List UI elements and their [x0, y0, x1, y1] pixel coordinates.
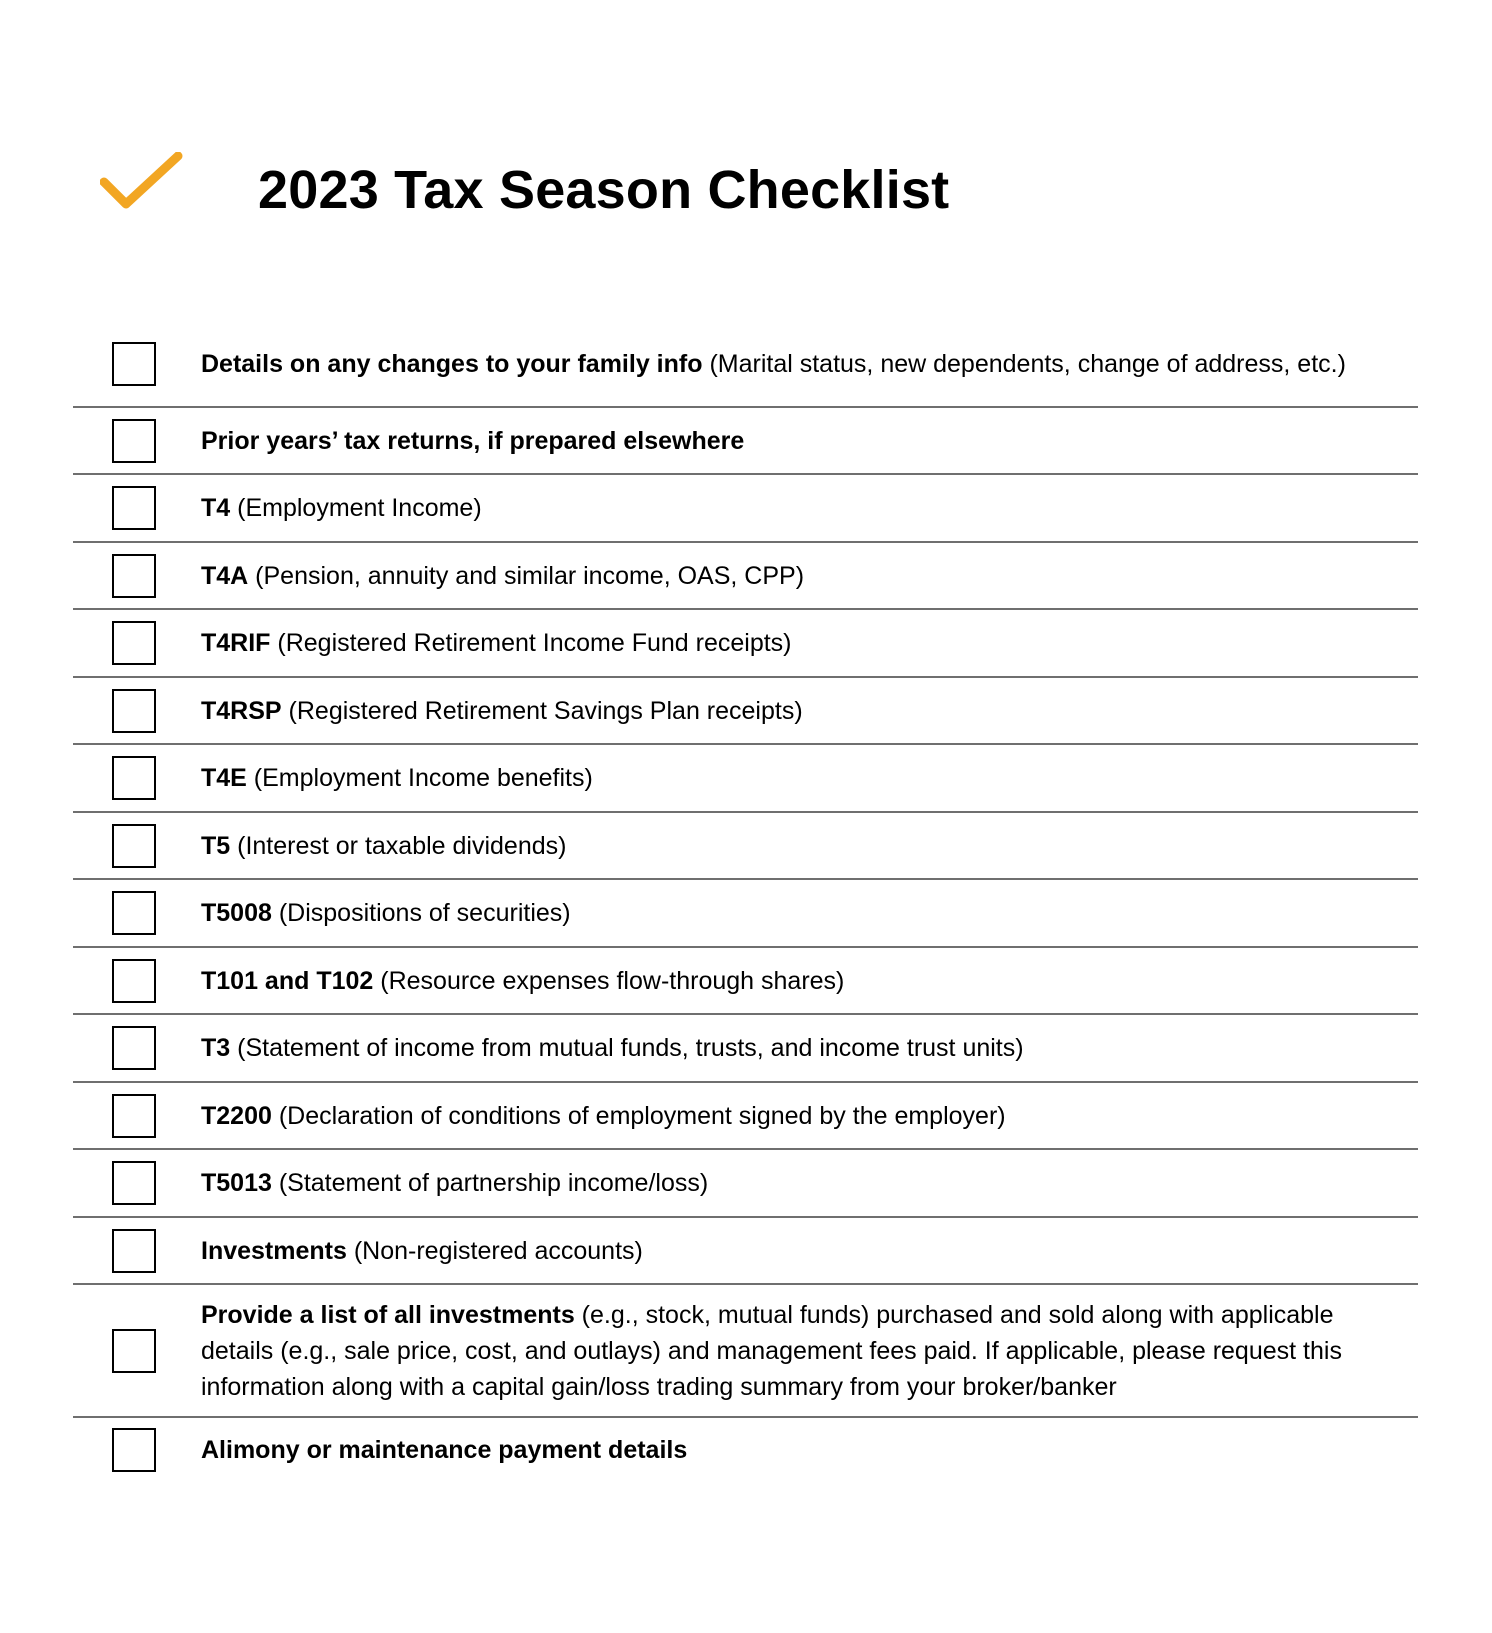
checklist-item-text: [201, 625, 812, 661]
checkbox-icon[interactable]: [112, 1094, 156, 1138]
checklist-row: [73, 322, 1418, 408]
checklist-row: [73, 610, 1418, 678]
checkbox-icon[interactable]: [112, 621, 156, 665]
item-heading: Alimony or maintenance payment details: [201, 1436, 688, 1464]
checklist-item-text: [201, 490, 502, 526]
page-header: [0, 0, 1492, 260]
item-detail: (Statement of partnership income/loss): [271, 1169, 709, 1197]
checkbox-icon[interactable]: [112, 689, 156, 733]
item-detail: (Registered Retirement Savings Plan receipts): [281, 696, 803, 725]
checklist-row: [73, 1015, 1418, 1083]
checklist-item-text: [201, 1165, 728, 1201]
item-heading: T5: [201, 831, 231, 860]
item-heading: T101 and T102: [201, 966, 374, 995]
item-heading: T4A: [201, 561, 249, 590]
item-detail: (Statement of income from mutual funds, trusts, and income trust units): [230, 1034, 1024, 1062]
item-detail: (Employment Income): [230, 494, 482, 522]
checklist-item-text: [201, 1233, 663, 1269]
item-detail: (e.g., stock, mutual funds) purchased and sold along with applicable details (e.g., sale price, cost, and outlays) and management fees paid. If applicable, please request this information along with a capital gain/loss trading summary from your broker/banker: [201, 1300, 1342, 1401]
checklist-item-text: [201, 558, 824, 594]
item-heading: T4RSP: [201, 696, 282, 725]
checkbox-icon[interactable]: [112, 1428, 156, 1472]
item-heading: Investments: [201, 1236, 347, 1265]
checklist-item-text: [201, 693, 823, 729]
checklist-item-text: [201, 1432, 707, 1468]
check-mark-icon: [100, 152, 184, 214]
checklist-row: [73, 948, 1418, 1015]
checklist-item-text: [201, 963, 864, 999]
item-detail: (Employment Income benefits): [246, 764, 593, 792]
item-heading: Prior years’ tax returns, if prepared elsewhere: [201, 426, 745, 455]
item-heading: T4RIF: [201, 629, 271, 657]
item-detail: (Registered Retirement Income Fund receipts): [270, 629, 792, 657]
item-detail: (Pension, annuity and similar income, OAS, CPP): [248, 561, 805, 590]
checklist-item-text: [201, 828, 586, 864]
checklist-row: [73, 1150, 1418, 1218]
item-detail: (Resource expenses flow-through shares): [373, 966, 845, 995]
checklist-item-text: [201, 423, 764, 459]
checkbox-icon[interactable]: [112, 891, 156, 935]
checklist-item-text: [201, 1297, 1418, 1405]
checkbox-icon[interactable]: [112, 419, 156, 463]
item-detail: (Declaration of conditions of employment signed by the employer): [271, 1101, 1006, 1130]
checkbox-icon[interactable]: [112, 486, 156, 530]
checklist-row: [73, 1418, 1418, 1482]
checklist-row: [73, 745, 1418, 813]
item-detail: (Marital status, new dependents, change of address, etc.): [702, 350, 1346, 378]
checklist: [73, 322, 1418, 1482]
checklist-item-text: [201, 760, 613, 796]
item-heading: Provide a list of all investments: [201, 1300, 575, 1329]
item-heading: T4E: [201, 764, 247, 792]
item-heading: T3: [201, 1034, 231, 1062]
checklist-item-text: [201, 1030, 1044, 1066]
item-detail: (Dispositions of securities): [271, 899, 571, 927]
checkbox-icon[interactable]: [112, 959, 156, 1003]
item-heading: Details on any changes to your family info: [201, 350, 703, 378]
item-detail: (Interest or taxable dividends): [230, 831, 567, 860]
checkbox-icon[interactable]: [112, 1329, 156, 1373]
checklist-row: [73, 1218, 1418, 1285]
checkbox-icon[interactable]: [112, 756, 156, 800]
checklist-row: [73, 678, 1418, 745]
item-heading: T5008: [201, 899, 272, 927]
item-heading: T5013: [201, 1169, 272, 1197]
checkbox-icon[interactable]: [112, 1161, 156, 1205]
item-heading: T2200: [201, 1101, 272, 1130]
checkbox-icon[interactable]: [112, 554, 156, 598]
checkbox-icon[interactable]: [112, 1026, 156, 1070]
checkbox-icon[interactable]: [112, 1229, 156, 1273]
checkbox-icon[interactable]: [112, 824, 156, 868]
page-title: 2023 Tax Season Checklist: [258, 160, 950, 220]
item-detail: (Non-registered accounts): [346, 1236, 643, 1265]
checklist-row: [73, 543, 1418, 610]
checklist-row: [73, 813, 1418, 880]
checklist-row: [73, 408, 1418, 475]
checkbox-icon[interactable]: [112, 342, 156, 386]
checklist-row: [73, 880, 1418, 948]
checklist-row: [73, 1083, 1418, 1150]
checklist-item-text: [201, 346, 1366, 382]
checklist-row: [73, 1285, 1418, 1418]
checklist-row: [73, 475, 1418, 543]
item-heading: T4: [201, 494, 231, 522]
checklist-item-text: [201, 895, 591, 931]
checklist-item-text: [201, 1098, 1026, 1134]
